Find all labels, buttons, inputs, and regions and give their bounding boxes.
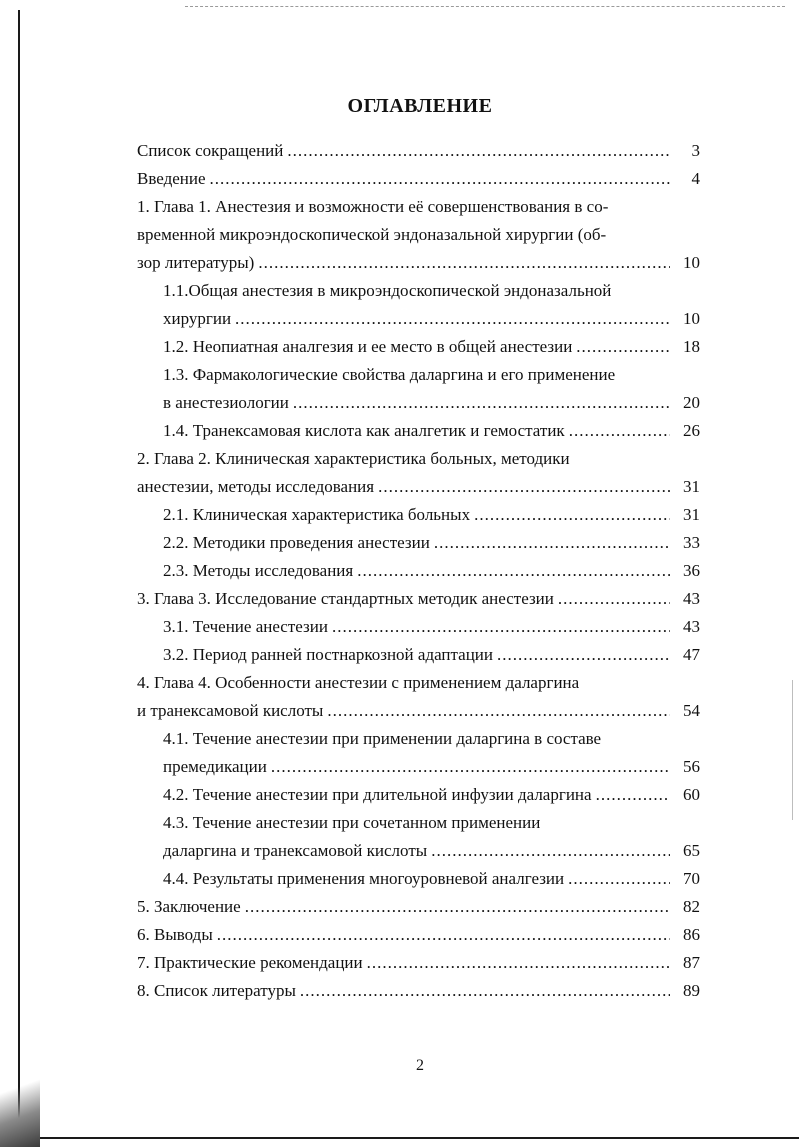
toc-entry-text: 4. Глава 4. Особенности анестезии с применением даларгина — [137, 673, 580, 692]
toc-page-number: 60 — [683, 785, 700, 804]
toc-entry-line — [137, 473, 700, 501]
table-of-contents — [137, 137, 700, 1005]
toc-entry-text: премедикации — [163, 757, 267, 776]
scan-artifact-top — [185, 6, 785, 7]
toc-entry-text: 1. Глава 1. Анестезия и возможности её совершенствования в со- — [137, 197, 609, 216]
toc-entry-line — [137, 585, 700, 613]
toc-entry-text: 1.3. Фармакологические свойства даларгина и его применение — [163, 365, 616, 384]
toc-page-number: 65 — [683, 841, 700, 860]
toc-dot-leader — [287, 137, 670, 165]
scan-artifact-right — [792, 680, 793, 820]
toc-dot-leader — [431, 837, 670, 865]
toc-entry-line — [137, 361, 700, 389]
toc-entry-line — [137, 501, 700, 529]
toc-entry-line — [137, 893, 700, 921]
toc-entry-text: 4.4. Результаты применения многоуровневой аналгезии — [163, 869, 565, 888]
toc-dot-leader — [568, 865, 670, 893]
toc-entry-text: 2.1. Клиническая характеристика больных — [163, 505, 471, 524]
toc-page-number: 56 — [683, 757, 700, 776]
toc-dot-leader — [210, 165, 670, 193]
toc-entry-text: 4.2. Течение анестезии при длительной инфузии даларгина — [163, 785, 592, 804]
toc-entry-line — [137, 249, 700, 277]
toc-entry-line — [137, 753, 700, 781]
toc-entry-line — [137, 221, 700, 249]
toc-page-number: 20 — [683, 393, 700, 412]
toc-dot-leader — [235, 305, 670, 333]
toc-dot-leader — [357, 557, 670, 585]
toc-entry-text: 7. Практические рекомендации — [137, 953, 363, 972]
toc-entry-line — [137, 417, 700, 445]
toc-entry-text: 1.4. Транексамовая кислота как аналгетик и гемостатик — [163, 421, 565, 440]
toc-page-number: 3 — [691, 141, 700, 160]
toc-page-number: 89 — [683, 981, 700, 1000]
toc-page-number: 43 — [683, 589, 700, 608]
toc-entry-text: Введение — [137, 169, 206, 188]
toc-dot-leader — [497, 641, 670, 669]
toc-entry-text: 4.1. Течение анестезии при применении даларгина в составе — [163, 729, 602, 748]
toc-page-number: 70 — [683, 869, 700, 888]
toc-entry-line — [137, 529, 700, 557]
scan-border-left — [18, 10, 20, 1130]
toc-entry-line — [137, 949, 700, 977]
toc-dot-leader — [558, 585, 670, 613]
toc-entry-text: зор литературы) — [137, 253, 255, 272]
toc-entry-text: 8. Список литературы — [137, 981, 296, 1000]
toc-entry-line — [137, 977, 700, 1005]
page-title: ОГЛАВЛЕНИЕ — [347, 95, 493, 117]
toc-dot-leader — [474, 501, 670, 529]
toc-entry-text: 2.2. Методики проведения анестезии — [163, 533, 430, 552]
toc-entry-line — [137, 697, 700, 725]
toc-entry-text: 4.3. Течение анестезии при сочетанном применении — [163, 813, 541, 832]
toc-entry-text: Список сокращений — [137, 141, 284, 160]
toc-entry-line — [137, 389, 700, 417]
toc-page-number: 43 — [683, 617, 700, 636]
toc-dot-leader — [327, 697, 670, 725]
toc-entry-line — [137, 669, 700, 697]
toc-entry-text: 1.1.Общая анестезия в микроэндоскопической эндоназальной — [163, 281, 612, 300]
toc-entry-text: хирургии — [163, 309, 232, 328]
toc-dot-leader — [332, 613, 670, 641]
toc-entry-text: и транексамовой кислоты — [137, 701, 324, 720]
toc-page-number: 26 — [683, 421, 700, 440]
toc-page-number: 10 — [683, 309, 700, 328]
toc-dot-leader — [569, 417, 670, 445]
scan-border-bottom — [18, 1137, 799, 1139]
toc-dot-leader — [271, 753, 670, 781]
toc-entry-line — [137, 809, 700, 837]
toc-dot-leader — [245, 893, 670, 921]
toc-dot-leader — [576, 333, 670, 361]
toc-entry-line — [137, 865, 700, 893]
toc-entry-line — [137, 277, 700, 305]
toc-page-number: 33 — [683, 533, 700, 552]
toc-entry-text: 3.1. Течение анестезии — [163, 617, 328, 636]
toc-entry-text: 3.2. Период ранней постнаркозной адаптации — [163, 645, 493, 664]
toc-dot-leader — [217, 921, 670, 949]
toc-page-number: 47 — [683, 645, 700, 664]
toc-dot-leader — [293, 389, 670, 417]
toc-entry-text: 5. Заключение — [137, 897, 241, 916]
toc-page-number: 82 — [683, 897, 700, 916]
toc-dot-leader — [434, 529, 670, 557]
toc-entry-text: даларгина и транексамовой кислоты — [163, 841, 428, 860]
page-number: 2 — [416, 1057, 424, 1074]
toc-page-number: 31 — [683, 477, 700, 496]
toc-page-number: 10 — [683, 253, 700, 272]
toc-entry-text: в анестезиологии — [163, 393, 289, 412]
toc-entry-line — [137, 165, 700, 193]
toc-entry-line — [137, 305, 700, 333]
toc-dot-leader — [258, 249, 670, 277]
toc-entry-line — [137, 613, 700, 641]
toc-entry-text: 2. Глава 2. Клиническая характеристика больных, методики — [137, 449, 570, 468]
toc-entry-text: временной микроэндоскопической эндоназальной хирургии (об- — [137, 225, 607, 244]
toc-entry-text: 6. Выводы — [137, 925, 213, 944]
toc-dot-leader — [300, 977, 670, 1005]
toc-page-number: 18 — [683, 337, 700, 356]
toc-page-number: 36 — [683, 561, 700, 580]
toc-dot-leader — [367, 949, 670, 977]
toc-entry-line — [137, 921, 700, 949]
toc-entry-text: анестезии, методы исследования — [137, 477, 375, 496]
toc-entry-line — [137, 557, 700, 585]
toc-entry-line — [137, 193, 700, 221]
toc-page-number: 54 — [683, 701, 700, 720]
toc-entry-text: 3. Глава 3. Исследование стандартных методик анестезии — [137, 589, 554, 608]
toc-page-number: 87 — [683, 953, 700, 972]
toc-page-number: 4 — [691, 169, 700, 188]
toc-page-number: 86 — [683, 925, 700, 944]
toc-dot-leader — [596, 781, 670, 809]
toc-page-number: 31 — [683, 505, 700, 524]
toc-entry-line — [137, 725, 700, 753]
toc-entry-text: 1.2. Неопиатная аналгезия и ее место в общей анестезии — [163, 337, 573, 356]
toc-entry-text: 2.3. Методы исследования — [163, 561, 354, 580]
toc-entry-line — [137, 333, 700, 361]
toc-dot-leader — [378, 473, 670, 501]
toc-entry-line — [137, 445, 700, 473]
toc-entry-line — [137, 137, 700, 165]
toc-entry-line — [137, 837, 700, 865]
toc-entry-line — [137, 781, 700, 809]
toc-entry-line — [137, 641, 700, 669]
